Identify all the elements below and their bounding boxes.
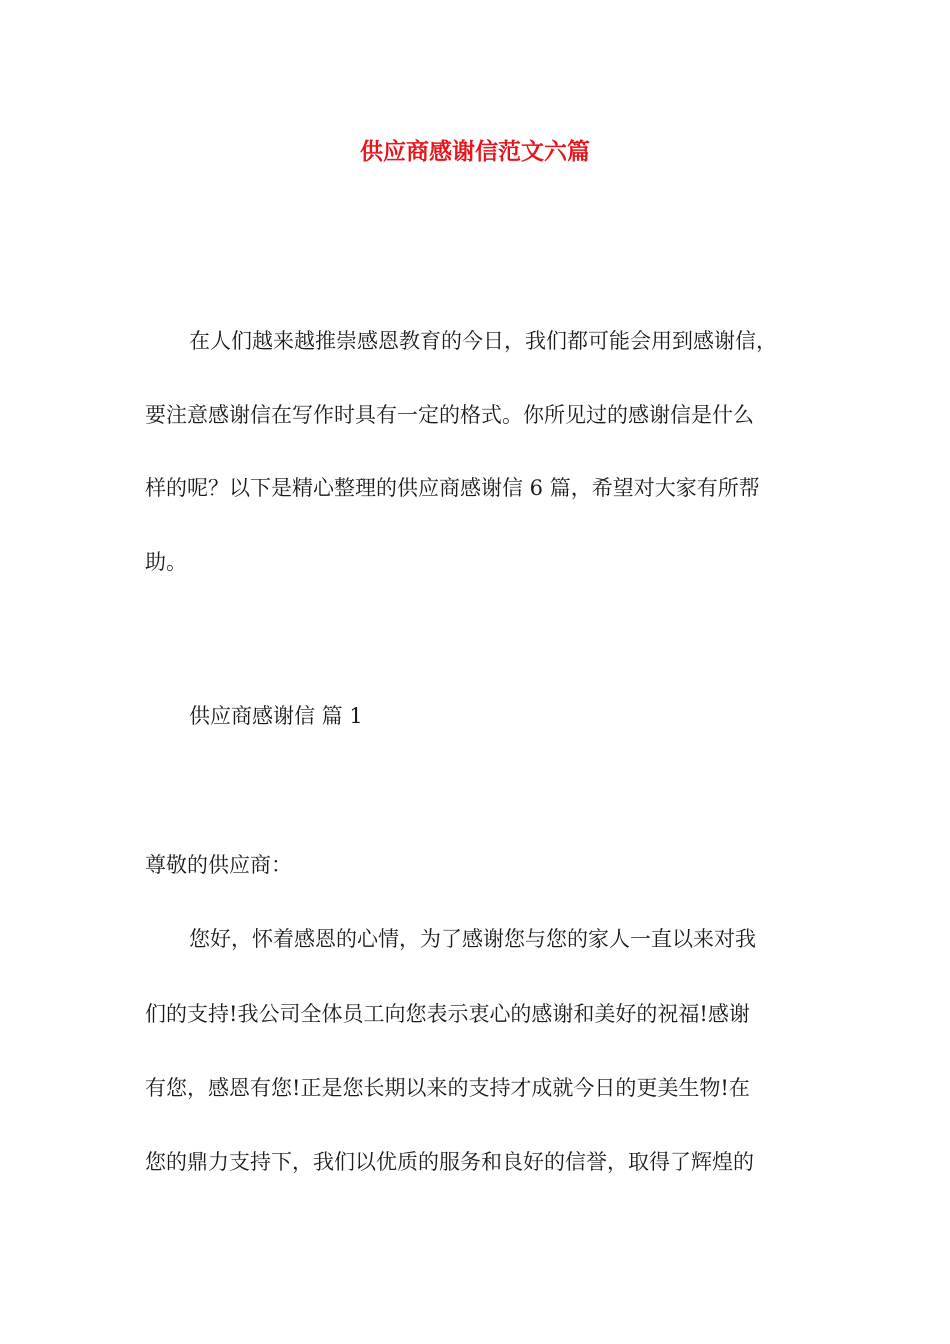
section-heading: 供应商感谢信 篇 1 xyxy=(189,704,363,728)
intro-line: 样的呢？以下是精心整理的供应商感谢信 6 篇，希望对大家有所帮 xyxy=(145,476,760,500)
intro-line: 要注意感谢信在写作时具有一定的格式。你所见过的感谢信是什么 xyxy=(145,403,754,427)
salutation: 尊敬的供应商： xyxy=(145,853,292,877)
body-line: 您好，怀着感恩的心情，为了感谢您与您的家人一直以来对我 xyxy=(189,927,756,951)
body-line: 们的支持!我公司全体员工向您表示衷心的感谢和美好的祝福!感谢 xyxy=(145,1002,750,1026)
intro-line: 助。 xyxy=(145,550,187,574)
document-title: 供应商感谢信范文六篇 xyxy=(360,138,590,165)
body-line: 您的鼎力支持下，我们以优质的服务和良好的信誉，取得了辉煌的 xyxy=(145,1150,754,1174)
body-line: 有您，感恩有您!正是您长期以来的支持才成就今日的更美生物!在 xyxy=(145,1076,750,1100)
intro-line: 在人们越来越推崇感恩教育的今日，我们都可能会用到感谢信， xyxy=(189,329,777,353)
